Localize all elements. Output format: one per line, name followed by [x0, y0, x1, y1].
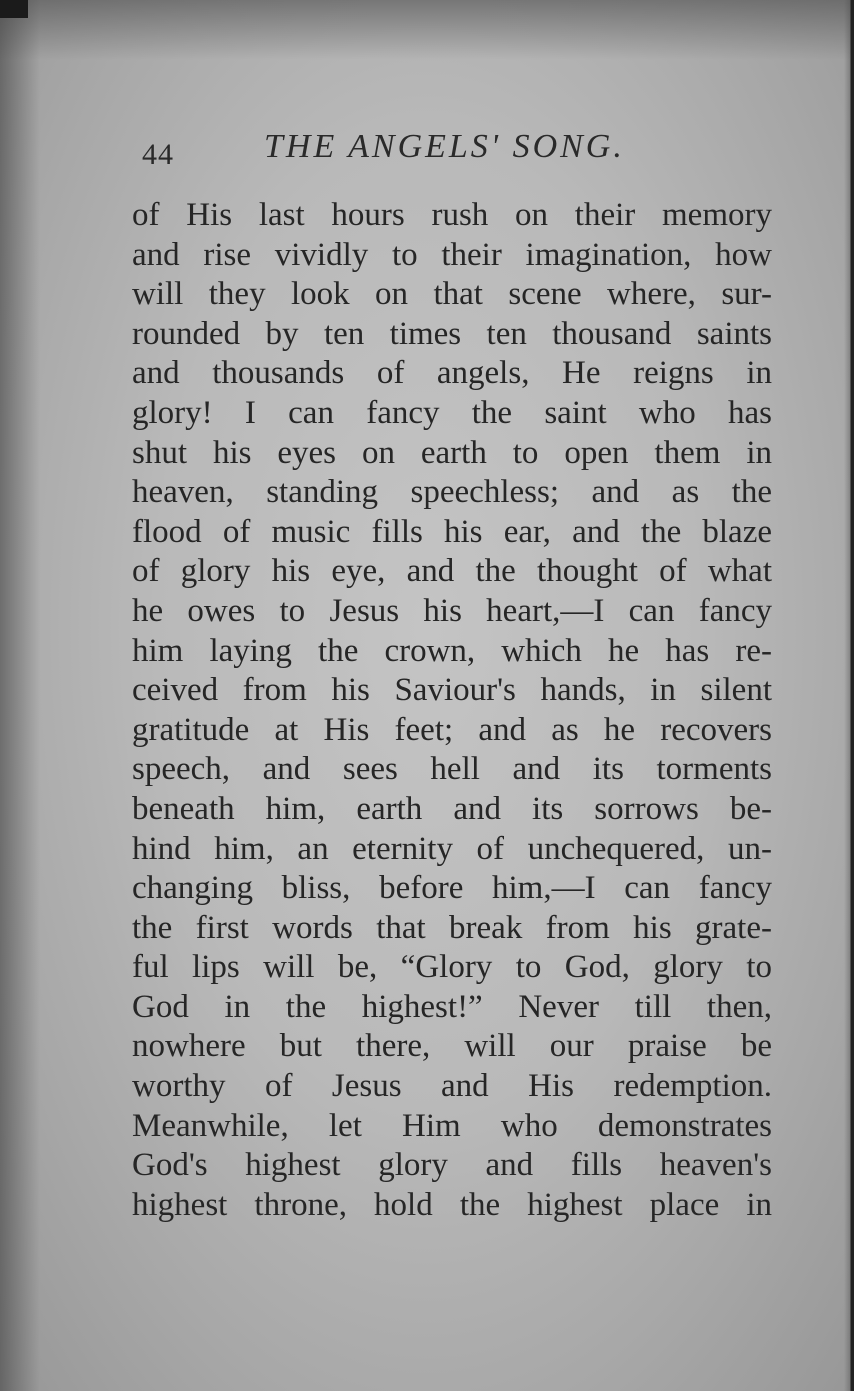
- top-shadow: [0, 0, 854, 60]
- text-line: heaven, standing speechless; and as the: [132, 474, 772, 511]
- text-line: flood of music fills his ear, and the blaze: [132, 513, 772, 550]
- text-line: the first words that break from his grate-: [132, 909, 772, 946]
- running-title: THE ANGELS' SONG.: [264, 128, 625, 165]
- text-line: beneath him, earth and its sorrows be-: [132, 790, 772, 827]
- text-line: rounded by ten times ten thousand saints: [132, 315, 772, 352]
- text-line: will they look on that scene where, sur-: [132, 276, 772, 313]
- body-text: [132, 196, 772, 1225]
- text-line: worthy of Jesus and His redemption.: [132, 1068, 772, 1105]
- text-line: gratitude at His feet; and as he recovers: [132, 711, 772, 748]
- page-number: 44: [142, 138, 174, 171]
- text-line: nowhere but there, will our praise be: [132, 1028, 772, 1065]
- text-line: he owes to Jesus his heart,—I can fancy: [132, 592, 772, 629]
- text-line: and rise vividly to their imagination, how: [132, 236, 772, 273]
- text-line: changing bliss, before him,—I can fancy: [132, 870, 772, 907]
- text-line: shut his eyes on earth to open them in: [132, 434, 772, 471]
- text-line: of glory his eye, and the thought of what: [132, 553, 772, 590]
- text-line: and thousands of angels, He reigns in: [132, 355, 772, 392]
- spine-shadow: [0, 0, 40, 1391]
- page-edge: [844, 0, 854, 1391]
- text-line: ceived from his Saviour's hands, in silent: [132, 672, 772, 709]
- text-line: of His last hours rush on their memory: [132, 197, 772, 233]
- text-line: God's highest glory and fills heaven's: [132, 1147, 772, 1184]
- text-line: glory! I can fancy the saint who has: [132, 394, 772, 431]
- text-line: God in the highest!” Never till then,: [132, 988, 772, 1025]
- text-line: hind him, an eternity of unchequered, un-: [132, 830, 772, 867]
- page-header: [142, 128, 782, 174]
- text-line: Meanwhile, let Him who demonstrates: [132, 1107, 772, 1144]
- text-line: him laying the crown, which he has re-: [132, 632, 772, 669]
- text-line: speech, and sees hell and its torments: [132, 751, 772, 788]
- text-line: highest throne, hold the highest place in: [132, 1186, 772, 1223]
- corner-mark: [0, 0, 28, 18]
- text-line: ful lips will be, “Glory to God, glory to: [132, 949, 772, 986]
